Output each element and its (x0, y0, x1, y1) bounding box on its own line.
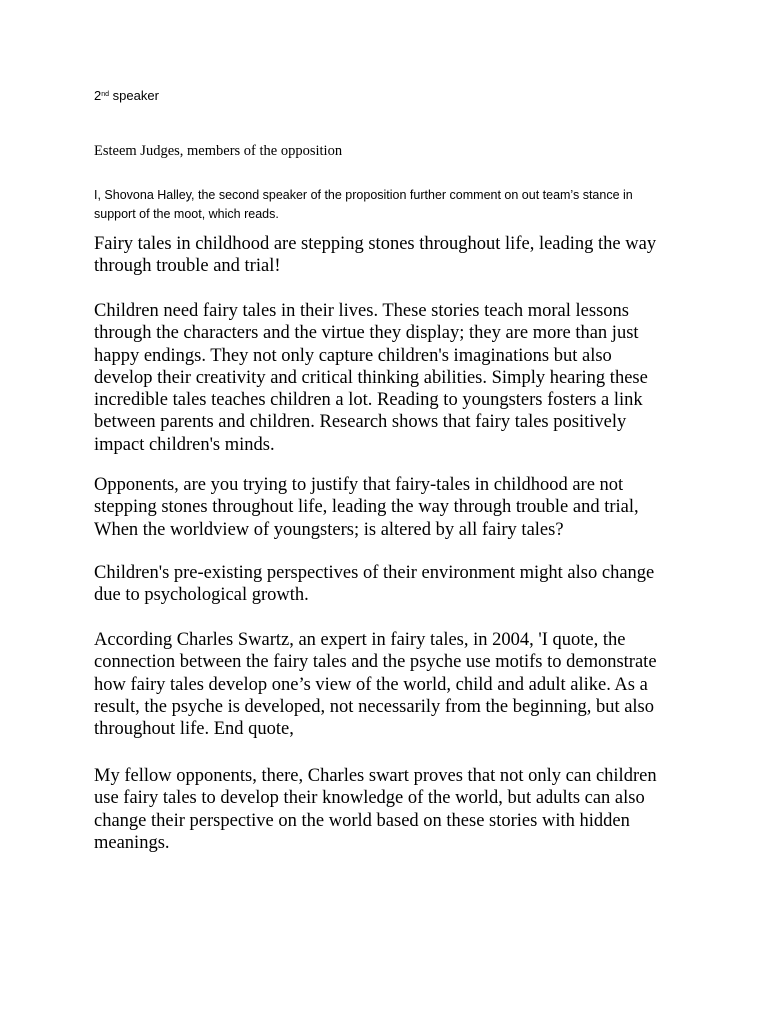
body-paragraph: My fellow opponents, there, Charles swart proves that not only can children use fairy tales to develop their knowledge of the world, but adults can also change their perspective on the world based on these stories with hidden meanings. (94, 766, 657, 853)
intro-paragraph: I, Shovona Halley, the second speaker of the proposition further comment on out team’s stance in support of the moot, which reads. (94, 188, 633, 221)
body-paragraph: Children's pre-existing perspectives of their environment might also change due to psychological growth. (94, 563, 655, 606)
heading-ordinal-suffix: nd (101, 91, 110, 98)
body-paragraph: Opponents, are you trying to justify that fairy-tales in childhood are not stepping stones throughout life, leading the way through trouble and trial, When the worldview of youngsters; is altered by all fairy tales? (94, 475, 639, 540)
speaker-heading (94, 88, 159, 104)
body-paragraph: Children need fairy tales in their lives. These stories teach moral lessons through the characters and the virtue they display; they are more than just happy endings. They not only capture children's imaginations but also develop their creativity and critical thinking abilities. Simply hearing these incredible tales teaches children a lot. Reading to youngsters fosters a link between parents and children. Research shows that fairy tales positively impact children's minds. (94, 301, 648, 455)
motion-statement: Fairy tales in childhood are stepping stones throughout life, leading the way through trouble and trial! (94, 234, 657, 277)
heading-number: 2 (94, 88, 102, 103)
body-paragraph: According Charles Swartz, an expert in fairy tales, in 2004, 'I quote, the connection between the fairy tales and the psyche use motifs to demonstrate how fairy tales develop one’s view of the world, child and adult alike. As a result, the psyche is developed, not necessarily from the beginning, but also throughout life. End quote, (94, 630, 657, 740)
heading-label: speaker (112, 88, 159, 103)
salutation: Esteem Judges, members of the opposition (94, 143, 343, 159)
